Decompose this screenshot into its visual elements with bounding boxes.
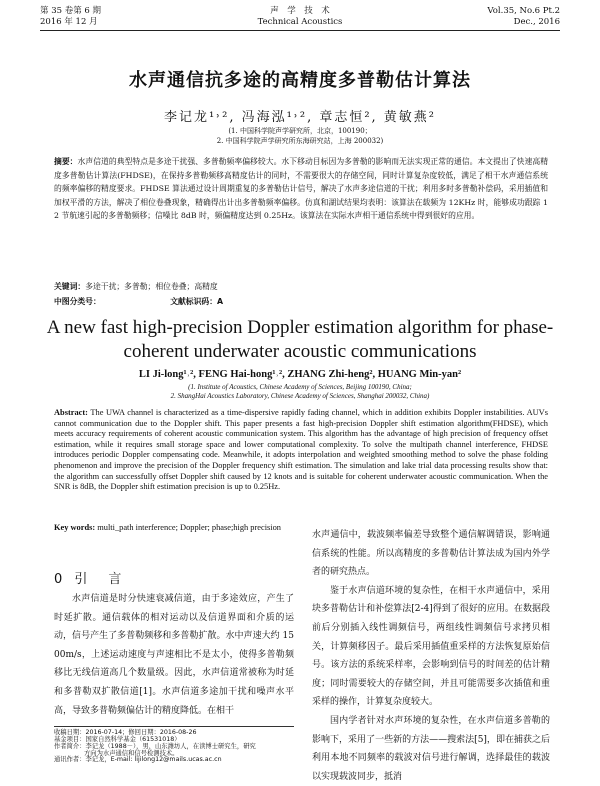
doc-code-label: 文献标识码： — [170, 297, 217, 306]
affiliation-en-2: 2. ShangHai Acoustics Laboratory, Chinese Academy of Sciences, Shanghai 200032, China) — [170, 392, 430, 400]
publication-date-en: Dec., 2016 — [513, 17, 560, 27]
abstract-cn — [54, 155, 548, 223]
volume-issue-en: Vol.35, No.6 Pt.2 — [487, 6, 560, 16]
authors-cn: 李记龙¹˒², 冯海泓¹˒², 章志恒², 黄敏燕² — [163, 110, 437, 125]
keywords-en-label: Key words: — [54, 523, 96, 532]
keywords-cn-label: 关键词： — [54, 282, 86, 291]
header-rule — [40, 30, 560, 31]
clc-label: 中图分类号： — [54, 297, 101, 306]
footnote-author-cont: 方向为水声通信和信号检测技术。 — [84, 750, 179, 757]
footnote-funding: 基金项目：国家自然科学基金（61531018） — [54, 736, 181, 743]
footnote-correspondence: 通讯作者：李记龙，E-mail: lijilong12@mails.ucas.ac.cn — [54, 756, 222, 763]
paper-title-en: A new fast high-precision Doppler estimation algorithm for phase-coherent underwater acoustic communications — [46, 317, 554, 362]
abstract-en — [54, 408, 548, 493]
paper-title-cn: 水声通信抗多途的高精度多普勒估计算法 — [129, 70, 471, 91]
body-paragraph: 水声通信中，载波频率偏差导致整个通信解调错误，影响通信系统的性能。所以高精度的多普勒估计算法成为国内外学者的研究热点。 — [312, 530, 550, 578]
body-right-column — [312, 526, 550, 786]
abstract-en-label: Abstract: — [54, 408, 88, 417]
footnote-author: 作者简介：李记龙（1988－），男，山东潍坊人，在读博士研究生，研究 — [54, 743, 256, 750]
body-left-column — [54, 590, 294, 720]
affiliation-cn-1: (1. 中国科学院声学研究所，北京，100190； — [228, 127, 372, 135]
body-paragraph: 水声信道是时分快速衰减信道，由于多途效应，产生了时延扩散。通信载体的相对运动以及信道界面和介质的运动，信号产生了多普勒频移和多普勒扩散。水中声速大约 1500m/s，上述运动速度与声速相比不是太小，使得多普勒频移比无线信道高几个数量级。因此，水声信道常被称为时延和多普勒双扩散信道[1]。水声信道多途加干扰和噪声水平高，导致多普勒频偏估计的精度降低。在相干 — [54, 594, 294, 716]
footnote-rule — [54, 726, 294, 727]
publication-date: 2016 年 12 月 — [40, 17, 98, 27]
affiliation-cn-2: 2. 中国科学院声学研究所东海研究站，上海 200032) — [216, 137, 384, 145]
journal-name-cn: 声 学 技 术 — [270, 6, 330, 16]
section-heading — [54, 568, 125, 587]
section-number: 0 — [54, 572, 67, 587]
classification-row — [54, 296, 223, 307]
doc-code-value: A — [217, 297, 224, 306]
section-title: 引 言 — [74, 572, 126, 587]
journal-name-en: Technical Acoustics — [257, 17, 343, 27]
keywords-cn — [54, 281, 548, 292]
affiliation-en-1: (1. Institute of Acoustics, Chinese Academy of Sciences, Beijing 100190, China; — [188, 383, 412, 391]
body-paragraph: 鉴于水声信道环境的复杂性，在相干水声通信中，采用块多普勒估计和补偿算法[2-4]得到了很好的应用。在数据段前后分别插入线性调频信号，两组线性调频信号求拷贝相关，计算频移因子。最后采用插值重采样的方法恢复原始信号。该方法的系统采样率，会影响到信号的时间差的估计精度；同时需要较大的存储空间，并且可能需要多次插值和重采样的操作，计算复杂度较大。 — [312, 585, 550, 708]
volume-issue: 第 35 卷第 6 期 — [40, 6, 102, 16]
authors-en: LI Ji-long¹˒², FENG Hai-hong¹˒², ZHANG Zhi-heng², HUANG Min-yan² — [138, 369, 462, 380]
abstract-cn-label: 摘要： — [54, 157, 78, 166]
footnote-received: 收稿日期：2016-07-14；修回日期：2016-08-26 — [54, 729, 197, 736]
body-paragraph: 国内学者针对水声环境的复杂性，在水声信道多普勒的影响下，采用了一些新的方法——搜索法[5]，即在捕获之后利用本地不同频率的载波对信号进行解调，选择最佳的载波以实现载波同步，抵消 — [312, 715, 550, 782]
keywords-en-text: multi_path interference; Doppler; phase;high precision — [97, 523, 281, 532]
abstract-en-text: The UWA channel is characterized as a time-dispersive rapidly fading channel, which in addition exhibits Doppler instabilities. AUVs cannot communication due to the Doppler shift. This paper presents a fast high-precision Doppler shift estimation algorithm(FHDSE), which meets accuracy requirements of coherent acoustic communication system. This algorithm has the advantage of high precision of frequency offset estimation, while it requires small storage space and lower computational complexity. To solve the multipath channel interference, FHDSE introduces periodic Doppler compensating code. Meanwhile, it adopts interpolation and weighted smoothing method to solve the phase folding phenomenon and improve the precision of the Doppler frequency shift estimation. The simulation and lake trial data processing results show that: the algorithm can successfully offset Doppler shift caused by 12 knots and is suitable for coherent underwater acoustic communication. When the SNR is 8dB, the Doppler shift estimation precision is up to 0.25Hz. — [54, 408, 548, 492]
abstract-cn-text: 水声信道的典型特点是多途干扰强、多普勒频率偏移较大。水下移动目标因为多普勒的影响而无法实现正常的通信。本文提出了快速高精度多普勒估计算法(FHDSE)，在保持多普勒频移高精度估计的同时，不需要很大的存储空间，同时计算复杂度较低，满足了相干水声通信系统的频率偏移的精度要求。FHDSE 算法通过设计周期重复的多普勒估计信号，解决了水声多途信道的干扰；利用多时多普勒补偿码，采用插值和加权平滑的方法，解决了相位卷叠现象，精确得出计出多普勒频率偏移。仿真和湖试结果均表明：该算法在载频为 12KHz 时，能够成功跟踪 12 节航速引起的多普勒频移；信噪比 8dB 时，频偏精度达到 0.25Hz。该算法在实际水声相干通信系统中得到很好的应用。 — [54, 157, 548, 220]
keywords-cn-text: 多途干扰；多普勒；相位卷叠；高精度 — [85, 282, 218, 291]
